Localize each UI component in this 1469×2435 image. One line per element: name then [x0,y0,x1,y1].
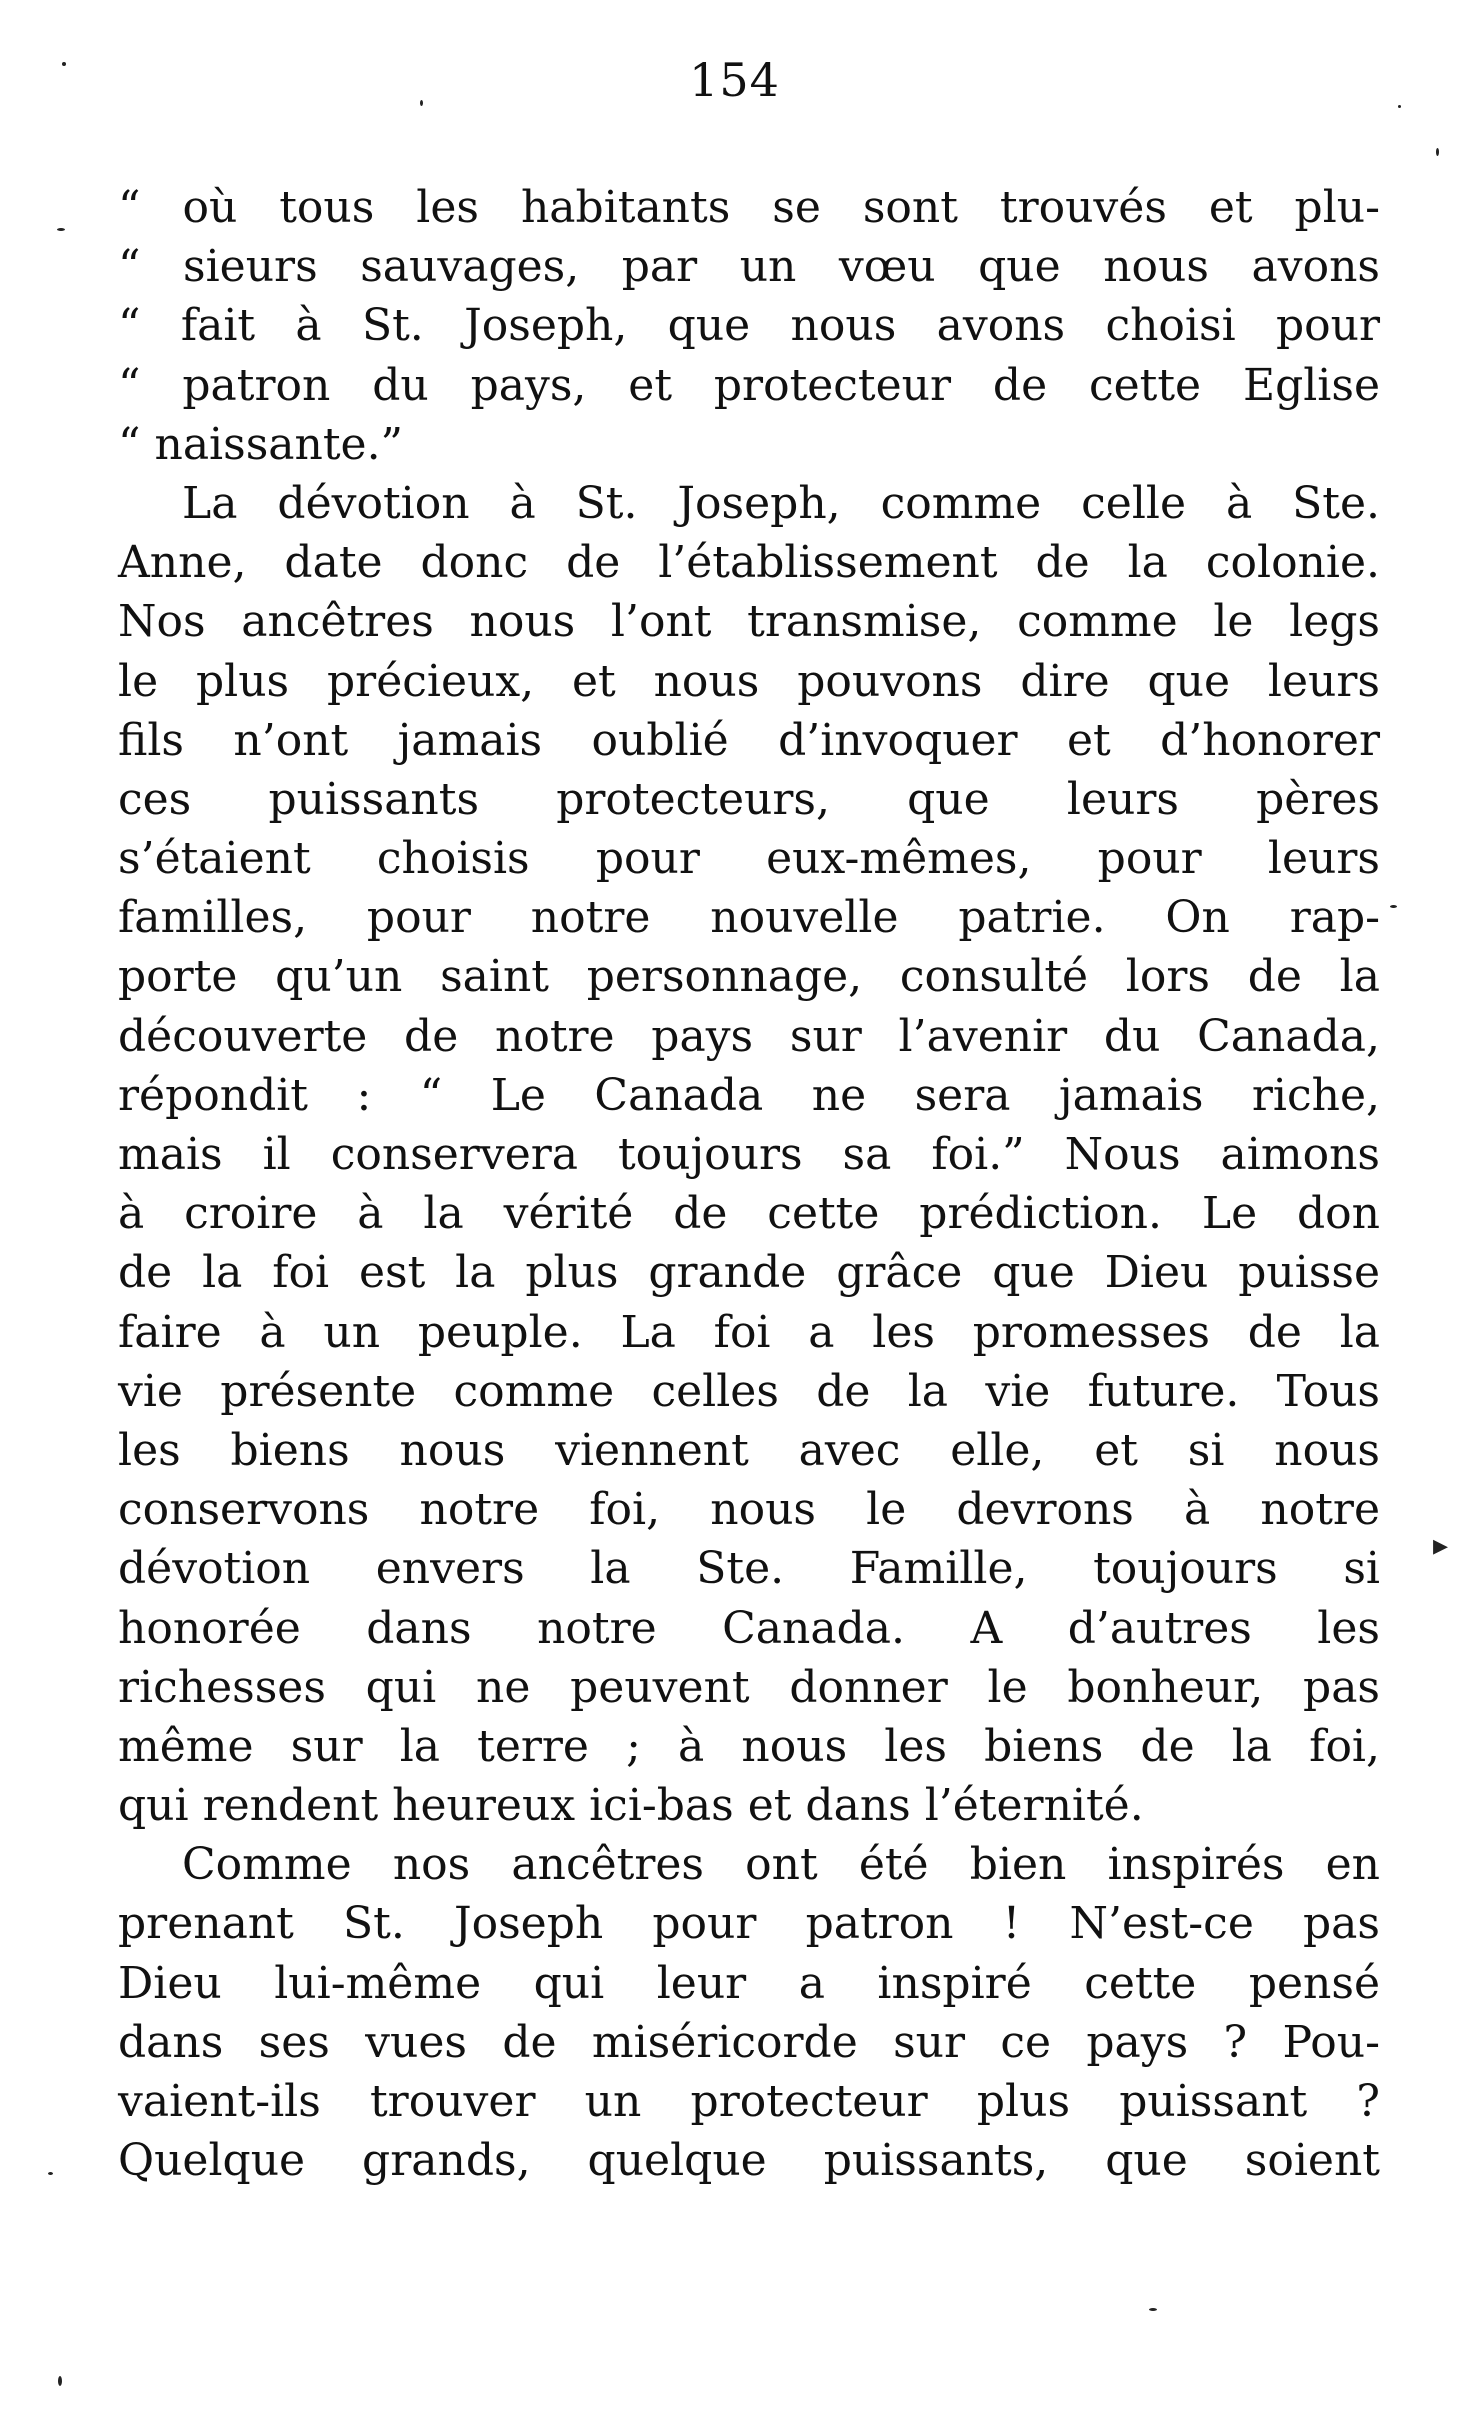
text-line: Quelque grands, quelque puissants, que soient [118,2135,1380,2187]
text-line: à croire à la vérité de cette prédiction. Le don [118,1188,1380,1240]
text-line: vaient-ils trouver un protecteur plus puissant ? [118,2076,1380,2127]
text-line: porte qu’un saint personnage, consulté lors de la [118,951,1380,1003]
scan-speck [1436,148,1439,156]
scan-speck [420,100,423,106]
scan-speck [1398,105,1401,108]
text-line: vie présente comme celles de la vie future. Tous [118,1365,1380,1417]
text-line: Dieu lui-même qui leur a inspiré cette pensé [118,1957,1380,2009]
text-line: s’étaient choisis pour eux-mêmes, pour leurs [118,833,1380,885]
paragraph-start-line: Comme nos ancêtres ont été bien inspirés en [182,1839,1380,1891]
margin-arrow-mark: ▸ [1433,1528,1449,1563]
text-line: mais il conservera toujours sa foi.” Nous aimons [118,1129,1380,1180]
text-line: dans ses vues de miséricorde sur ce pays ? Pou- [118,2016,1380,2068]
text-line: fils n’ont jamais oublié d’invoquer et d’honorer [118,714,1380,766]
text-line: faire à un peuple. La foi a les promesses de la [118,1306,1380,1358]
scan-speck [1390,905,1397,908]
scan-speck [62,62,66,66]
text-line: prenant St. Joseph pour patron ! N’est-ce pas [118,1898,1380,1950]
text-line: qui rendent heureux ici-bas et dans l’éternité. [118,1780,1144,1832]
paragraph-start-line: La dévotion à St. Joseph, comme celle à Ste. [182,477,1380,529]
body-text [118,178,1380,2190]
text-line: les biens nous viennent avec elle, et si nous [118,1424,1380,1476]
text-line: familles, pour notre nouvelle patrie. On rap- [118,892,1380,944]
text-line: Nos ancêtres nous l’ont transmise, comme le legs [118,596,1380,648]
text-line: Anne, date donc de l’établissement de la colonie. [118,537,1380,589]
text-line: répondit : “ Le Canada ne sera jamais riche, [118,1069,1380,1121]
text-line: dévotion envers la Ste. Famille, toujours si [118,1543,1380,1595]
text-line: même sur la terre ; à nous les biens de la foi, [118,1720,1380,1772]
text-line: “ patron du pays, et protecteur de cette Eglise [118,359,1380,411]
scan-speck [57,228,65,231]
scan-speck [1149,2308,1157,2311]
text-line: de la foi est la plus grande grâce que Dieu puisse [118,1247,1380,1299]
scan-speck [48,2172,53,2175]
text-line: “ sieurs sauvages, par un vœu que nous avons [118,241,1380,293]
text-line: le plus précieux, et nous pouvons dire que leurs [118,655,1380,707]
text-line: “ où tous les habitants se sont trouvés et plu- [118,182,1380,233]
text-line: richesses qui ne peuvent donner le bonheur, pas [118,1661,1380,1713]
text-line: ces puissants protecteurs, que leurs pères [118,773,1380,825]
text-line: conservons notre foi, nous le devrons à notre [118,1484,1380,1536]
text-line: “ naissante.” [118,418,404,470]
text-line: découverte de notre pays sur l’avenir du Canada, [118,1010,1380,1062]
scan-speck [58,2376,62,2386]
text-line: honorée dans notre Canada. A d’autres les [118,1602,1380,1654]
page-number: 154 [689,53,780,107]
text-line: “ fait à St. Joseph, que nous avons choisi pour [118,300,1380,352]
